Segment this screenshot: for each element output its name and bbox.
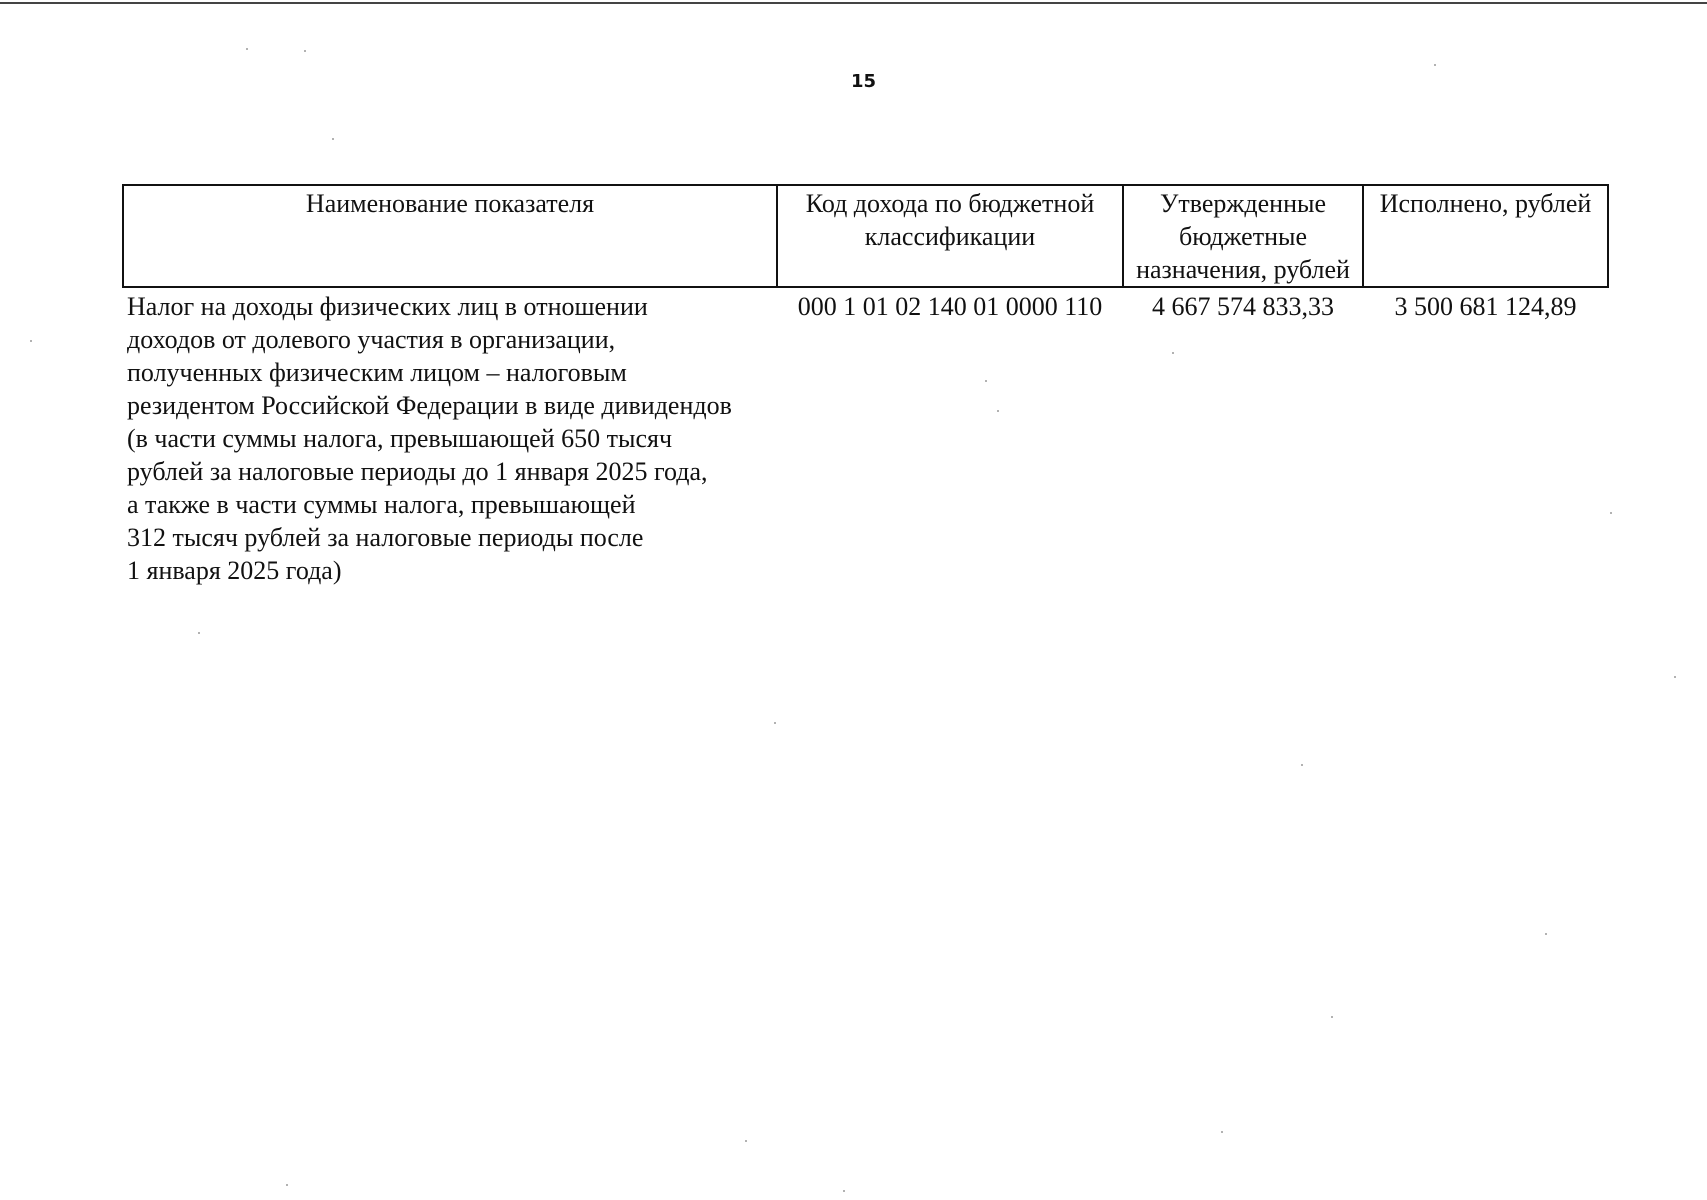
scan-speck [774, 722, 776, 724]
scan-speck [304, 50, 306, 52]
header-approved-budget: Утвержденные бюджетные назначения, рублей [1123, 185, 1363, 287]
scan-speck [1172, 352, 1174, 354]
scan-speck [1610, 512, 1612, 514]
scan-speck [246, 48, 248, 50]
cell-approved-amount: 4 667 574 833,33 [1152, 292, 1334, 321]
scan-speck [1221, 1131, 1223, 1133]
scan-speck [332, 138, 334, 140]
cell-executed-amount: 3 500 681 124,89 [1394, 292, 1577, 321]
scan-speck [1301, 764, 1303, 766]
scan-speck [1331, 1016, 1333, 1018]
scan-speck [1674, 676, 1676, 678]
table-header-row [123, 185, 1608, 287]
scan-speck [30, 340, 32, 342]
page-number: 15 [850, 71, 877, 92]
table-body [123, 287, 1608, 587]
scan-speck [985, 380, 987, 382]
cell-indicator-name: Налог на доходы физических лиц в отношении доходов от долевого участия в организации, полученных физическим лицом – налоговым резидентом Российской Федерации в виде дивидендов (в части суммы налога, превышающей 650 тысяч рублей за налоговые периоды до 1 января 2025 года, а также в части суммы налога, превышающей 312 тысяч рублей за налоговые периоды после 1 января 2025 года) [127, 292, 732, 585]
scan-speck [286, 1184, 288, 1186]
table-header [123, 185, 1608, 287]
scan-speck [198, 632, 200, 634]
header-indicator-name: Наименование показателя [123, 185, 777, 287]
revenue-table [122, 184, 1609, 587]
header-revenue-code: Код дохода по бюджетной классификации [777, 185, 1123, 287]
scan-speck [1545, 933, 1547, 935]
table-row [123, 287, 1608, 587]
scan-speck [843, 1190, 845, 1192]
cell-revenue-code: 000 1 01 02 140 01 0000 110 [797, 292, 1103, 321]
scan-speck [745, 1140, 747, 1142]
scan-speck [1434, 64, 1436, 66]
header-executed: Исполнено, рублей [1363, 185, 1608, 287]
page-top-border [0, 2, 1707, 4]
scan-speck [997, 410, 999, 412]
